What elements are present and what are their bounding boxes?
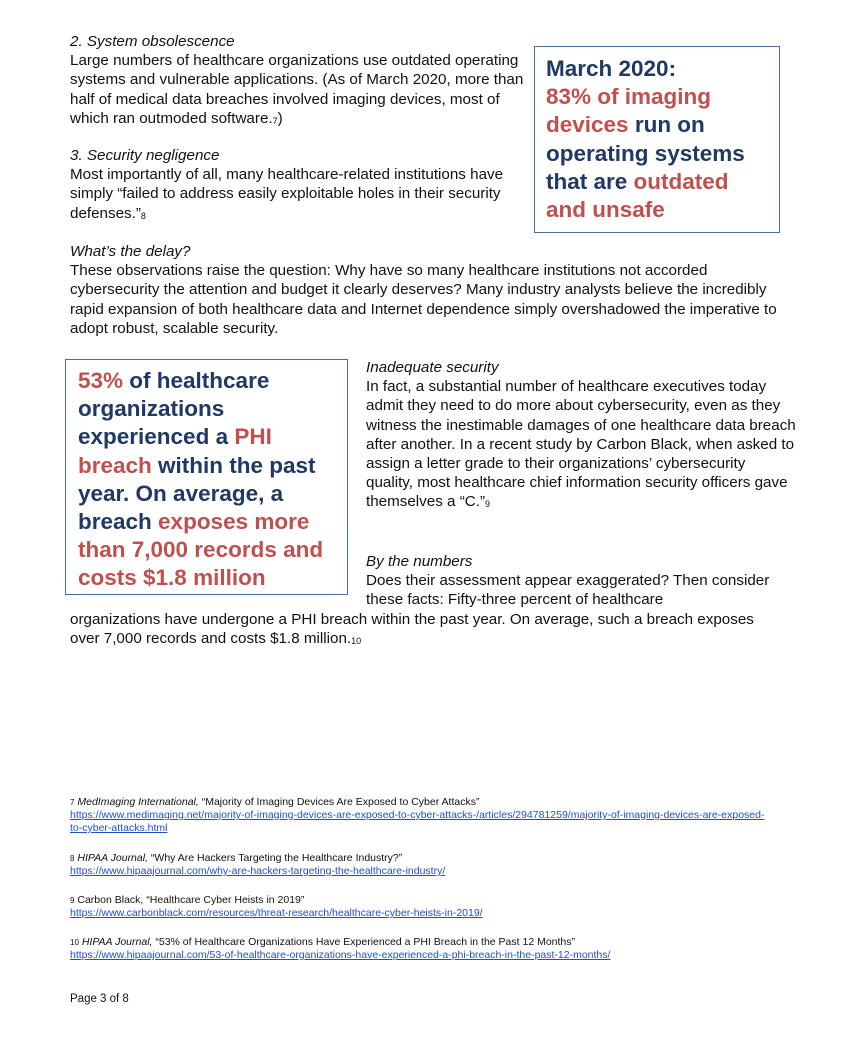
- footnote-link[interactable]: https://www.carbonblack.com/resources/threat-research/healthcare-cyber-heists-in-2019/: [70, 907, 483, 919]
- section-delay: [70, 242, 790, 338]
- section-heading: By the numbers: [366, 553, 473, 570]
- footnote-number: 10: [70, 938, 79, 947]
- section-obsolescence: [70, 32, 525, 131]
- footnote-title: “53% of Healthcare Organizations Have Experienced a PHI Breach in the Past 12 Months”: [152, 936, 576, 948]
- footnote-ref: 10: [351, 636, 362, 647]
- callout-march-2020: [534, 46, 780, 233]
- section-heading: 2. System obsolescence: [70, 33, 235, 50]
- footnote-title: Carbon Black, “Healthcare Cyber Heists in 2019”: [77, 894, 305, 906]
- footnote-link[interactable]: https://www.hipaajournal.com/53-of-healthcare-organizations-have-experienced-a-phi-breach-in-the-past-12-months/: [70, 949, 611, 961]
- callout-date: March 2020: [546, 56, 669, 81]
- section-inadequate: [366, 358, 796, 515]
- section-heading: What’s the delay?: [70, 243, 191, 260]
- section-body: organizations have undergone a PHI breach within the past year. On average, such a breach exposes over 7,000 records and costs $1.8 million.10: [70, 611, 754, 648]
- footnote-number: 9: [70, 896, 75, 905]
- section-heading: Inadequate security: [366, 359, 499, 376]
- footnote-source: HIPAA Journal,: [81, 936, 153, 948]
- section-body: Large numbers of healthcare organizations use outdated operating systems and vulnerable applications. (As of March 2020, more than half of medical data breaches involved imaging devices, most of which ran outmoded software.7): [70, 52, 524, 127]
- callout-highlight: 53%: [78, 368, 124, 393]
- callout-colon: :: [668, 56, 677, 81]
- section-body: In fact, a substantial number of healthcare executives today admit they need to do more about cybersecurity, even as they witness the inestimable damages of one healthcare data breach after another. In a recent study by Carbon Black, when asked to assign a letter grade to their organizations’ cybersecurity quality, most healthcare chief information security officers gave themselves a “C.”9: [366, 378, 796, 511]
- callout-text: within the past year. On average, a breach: [78, 452, 316, 535]
- footnote-number: 8: [70, 854, 75, 863]
- callout-highlight: 83% of imaging devices: [546, 84, 712, 138]
- footnote-title: “Why Are Hackers Targeting the Healthcare Industry?”: [148, 852, 403, 864]
- footnote-9: [70, 894, 770, 920]
- footnote-number: 7: [70, 798, 75, 807]
- footnote-10: [70, 936, 790, 962]
- footnote-ref: 7: [272, 115, 278, 126]
- callout-breach-stats: [65, 359, 348, 595]
- footnote-source: HIPAA Journal,: [77, 852, 148, 864]
- footnote-source: MedImaging International,: [77, 796, 199, 808]
- callout-text: run on operating systems that are: [546, 112, 745, 194]
- section-negligence: [70, 146, 525, 226]
- footnote-7: [70, 796, 770, 835]
- callout-highlight: outdated and unsafe: [546, 168, 729, 223]
- section-numbers: [366, 552, 796, 610]
- section-body: These observations raise the question: Why have so many healthcare institutions not accorded cybersecurity the attention and budget it clearly deserves? Many industry analysts believe the incredibly rapid expansion of both healthcare data and Internet dependence simply overshadowed the imperative to adopt robust, scalable security.: [70, 262, 777, 337]
- section-heading: 3. Security negligence: [70, 147, 220, 164]
- section-body: Most importantly of all, many healthcare-related institutions have simply “failed to address easily exploitable holes in their security defenses.”8: [70, 166, 504, 222]
- page-number: Page 3 of 8: [70, 993, 129, 1005]
- footnote-ref: 9: [485, 499, 491, 510]
- callout-highlight: exposes more than 7,000 records and costs $1.8 million: [78, 509, 324, 591]
- section-numbers-continued: [70, 610, 780, 651]
- callout-highlight: PHI breach: [78, 424, 272, 478]
- footnote-title: “Majority of Imaging Devices Are Exposed to Cyber Attacks”: [198, 796, 480, 808]
- footnote-8: [70, 852, 770, 878]
- footnote-link[interactable]: https://www.medimaging.net/majority-of-imaging-devices-are-exposed-to-cyber-attacks-/articles/294781259/majority-of-imaging-devices-are-exposed-to-cyber-attacks.html: [70, 809, 765, 834]
- callout-text: of healthcare organizations experienced a: [78, 368, 270, 450]
- section-body: Does their assessment appear exaggerated? Then consider these facts: Fifty-three percent of healthcare: [366, 572, 770, 609]
- footnote-link[interactable]: https://www.hipaajournal.com/why-are-hackers-targeting-the-healthcare-industry/: [70, 865, 446, 877]
- footnote-ref: 8: [140, 210, 146, 221]
